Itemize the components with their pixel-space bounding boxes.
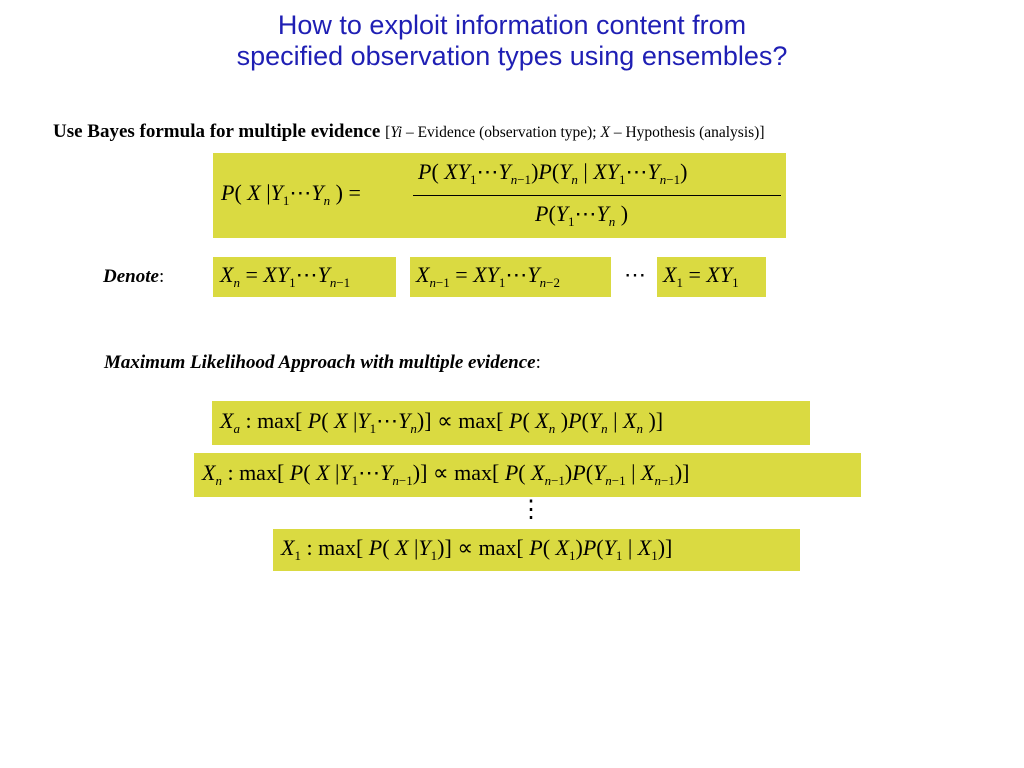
ml-formula-a: $X_a$ : max[ P( X $|Y_1\cdots Y_n)] \propto \max$[ P( $X_n$ )$P(Y_n$ | $X_n$ )] <box>220 408 664 436</box>
ml-box-1 <box>273 529 800 571</box>
note-evidence: – Evidence (observation type); <box>402 124 601 141</box>
bayes-lhs: P( X $|Y_1\cdots Y_n$ ) = <box>221 180 361 208</box>
bayes-heading-text: Use Bayes formula for multiple evidence <box>53 121 381 142</box>
bayes-fraction-bar <box>413 195 781 196</box>
note-bracket-open: [ <box>385 124 391 141</box>
denote-label <box>103 266 164 288</box>
title-line-2: specified observation types using ensembles? <box>236 41 788 71</box>
ml-box-a <box>212 401 810 445</box>
bayes-denominator: $P(Y_1\cdots Y_n$ ) <box>535 201 629 229</box>
ml-vertical-ellipsis: ⋮ <box>519 497 543 523</box>
bayes-heading <box>53 121 765 143</box>
ml-colon: : <box>535 352 541 373</box>
denote-formula-3: $X_1 = XY_1$ <box>663 262 739 290</box>
denote-colon: : <box>158 266 165 287</box>
ml-box-n <box>194 453 861 497</box>
ml-formula-n: $X_n$ : max[ P( X $|Y_1\cdots Y_{n-1})] \propto \max$[ P( $X_{n-1})P(Y_{n-1}$ | $X_{n-1}$)] <box>202 460 690 488</box>
denote-formula-1: $X_n$ = $XY_1\cdots Y_{n-1}$ <box>220 262 351 290</box>
bayes-note <box>385 124 764 141</box>
denote-ellipsis: ⋯ <box>624 262 646 287</box>
note-x: X <box>600 124 610 141</box>
bayes-formula-box <box>213 153 786 238</box>
denote-label-text: Denote <box>103 266 159 287</box>
denote-box-3 <box>657 257 766 297</box>
slide-title <box>0 10 1024 72</box>
note-yi: Yi <box>390 124 403 141</box>
ml-label <box>104 352 541 374</box>
ml-label-text: Maximum Likelihood Approach with multiple evidence <box>104 352 536 373</box>
note-hypothesis: – Hypothesis (analysis)] <box>609 124 765 141</box>
ml-formula-1: $X_1$ : max[ P( X $|Y_1)] \propto \max$[ P( $X_1)P(Y_1$ | $X_1$)] <box>281 535 673 563</box>
bayes-numerator: P( $XY_1\cdots Y_{n-1})P(Y_n$ | $XY_1\cdots Y_{n-1}$) <box>418 159 688 187</box>
title-line-1: How to exploit information content from <box>277 10 747 40</box>
denote-formula-2: $X_{n-1}$ = $XY_1\cdots Y_{n-2}$ <box>416 262 560 290</box>
denote-box-1 <box>213 257 396 297</box>
denote-box-2 <box>410 257 611 297</box>
